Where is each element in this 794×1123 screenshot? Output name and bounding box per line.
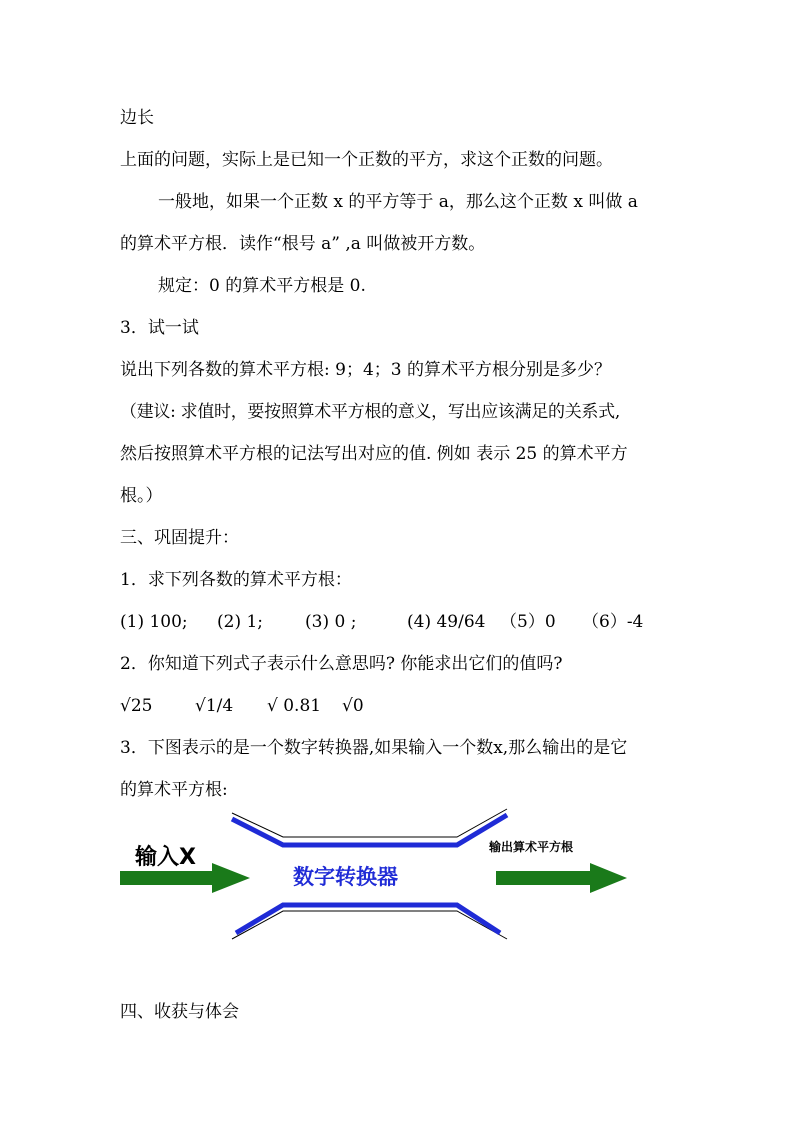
sqrt-item: √1/4 <box>195 696 234 716</box>
text-exercise-1: 1．求下列各数的算术平方根： <box>120 570 352 590</box>
text-problem-summary: 上面的问题，实际上是已知一个正数的平方，求这个正数的问题。 <box>120 150 613 170</box>
section-try: 3．试一试 <box>120 318 199 338</box>
input-label: 输入X <box>135 845 196 870</box>
sqrt-item: √0 <box>342 696 364 716</box>
text-definition-1: 一般地，如果一个正数 x 的平方等于 a，那么这个正数 x 叫做 a <box>158 192 638 212</box>
text-side-length: 边长 <box>120 108 154 128</box>
lower-tube <box>236 905 500 933</box>
text-exercise-3-cont: 的算术平方根: <box>120 780 228 800</box>
exercise-item: (4) 49/64 <box>407 612 486 632</box>
output-label: 输出算术平方根 <box>489 840 574 854</box>
sqrt-list <box>120 694 420 718</box>
exercise-item: (2) 1; <box>217 612 264 632</box>
upper-tube <box>232 815 507 845</box>
sqrt-item: √ 0.81 <box>267 696 322 716</box>
text-exercise-3: 3．下图表示的是一个数字转换器,如果输入一个数x,那么输出的是它 <box>120 738 628 758</box>
text-suggestion-1: （建议: 求值时，要按照算术平方根的意义，写出应该满足的关系式, <box>120 402 620 422</box>
text-try-question: 说出下列各数的算术平方根: 9；4；3 的算术平方根分别是多少？ <box>120 360 611 380</box>
converter-label: 数字转换器 <box>293 865 398 889</box>
section-reflection: 四、收获与体会 <box>120 1002 239 1022</box>
text-definition-2: 的算术平方根．读作“根号 a” ,a 叫做被开方数。 <box>120 234 486 254</box>
section-consolidate: 三、巩固提升： <box>120 528 239 548</box>
exercise-item: (3) 0 ; <box>305 612 357 632</box>
upper-tube-shadow <box>232 809 507 837</box>
exercise-item: （6）-4 <box>582 612 644 632</box>
sqrt-item: √25 <box>120 696 153 716</box>
exercise-item: （5）0 <box>500 612 556 632</box>
text-suggestion-3: 根。） <box>120 486 163 506</box>
number-converter-diagram <box>115 805 635 945</box>
text-exercise-2: 2．你知道下列式子表示什么意思吗? 你能求出它们的值吗? <box>120 654 563 674</box>
text-suggestion-2: 然后按照算术平方根的记法写出对应的值. 例如 表示 25 的算术平方 <box>120 444 628 464</box>
output-arrow <box>496 863 627 893</box>
exercise-item: (1) 100; <box>120 612 188 632</box>
lower-tube-shadow <box>232 911 507 939</box>
text-rule-zero: 规定：0 的算术平方根是 0. <box>158 276 366 296</box>
exercise-list <box>120 610 680 634</box>
